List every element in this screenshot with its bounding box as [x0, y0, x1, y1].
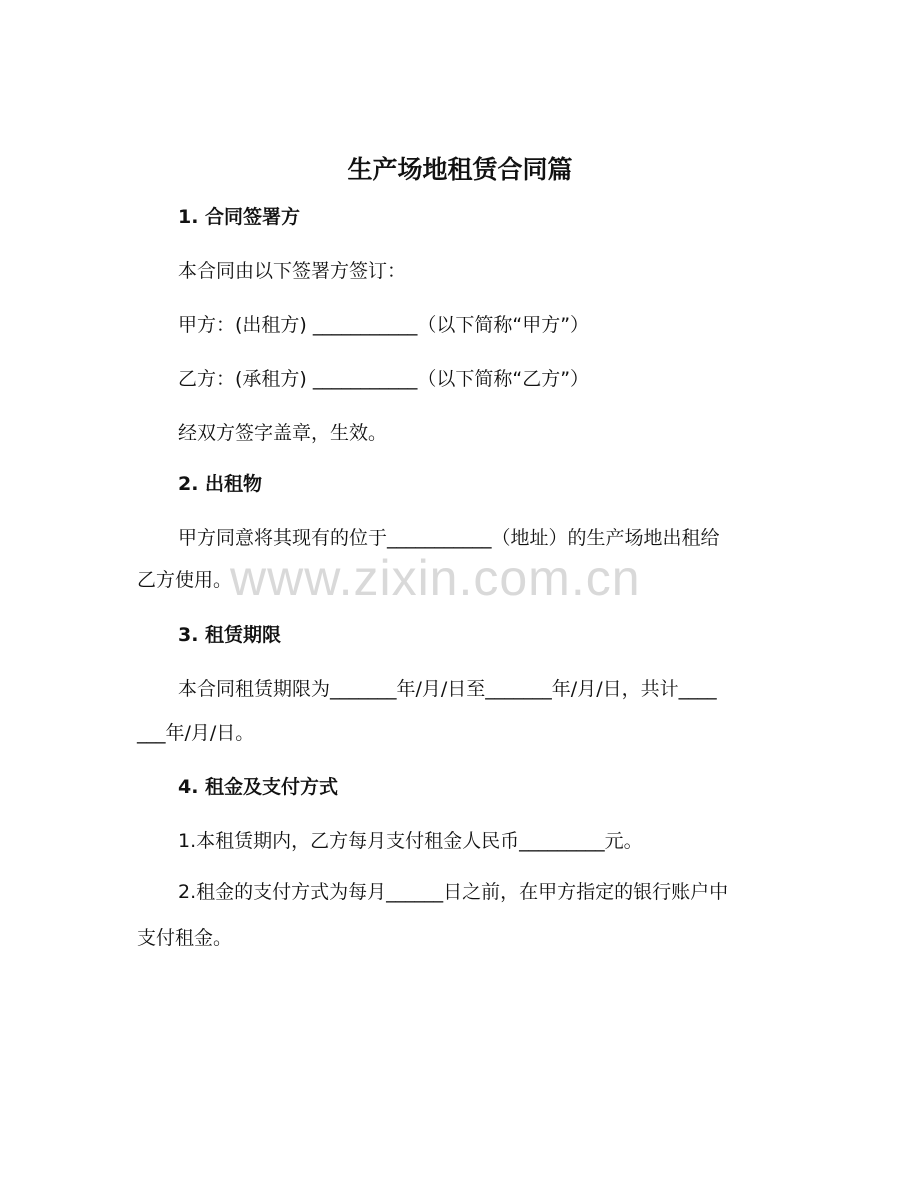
section-heading-leased-property: 2. 出租物 [178, 473, 263, 495]
paragraph-effective: 经双方签字盖章，生效。 [178, 422, 388, 444]
document-title: 生产场地租赁合同篇 [347, 155, 573, 184]
paragraph-party-a: 甲方：(出租方) ___________（以下简称“甲方”） [178, 314, 590, 336]
paragraph-property-line2: 乙方使用。 [137, 569, 233, 591]
section-heading-rent-payment: 4. 租金及支付方式 [178, 776, 339, 798]
section-heading-signatories: 1. 合同签署方 [178, 206, 301, 228]
paragraph-payment-method-line2: 支付租金。 [137, 927, 233, 949]
paragraph-term-line2: ___年/月/日。 [137, 722, 255, 744]
watermark: www.zixin.com.cn [230, 550, 641, 606]
paragraph-payment-method-line1: 2.租金的支付方式为每月______日之前，在甲方指定的银行账户中 [178, 881, 729, 903]
paragraph-term-line1: 本合同租赁期限为_______年/月/日至_______年/月/日，共计____ [178, 678, 717, 700]
paragraph-party-b: 乙方：(承租方) ___________（以下简称“乙方”） [178, 368, 590, 390]
paragraph-signing-intro: 本合同由以下签署方签订： [178, 260, 407, 282]
section-heading-lease-term: 3. 租赁期限 [178, 624, 282, 646]
paragraph-property-line1: 甲方同意将其现有的位于___________（地址）的生产场地出租给 [178, 527, 720, 549]
paragraph-rent-amount: 1.本租赁期内，乙方每月支付租金人民币_________元。 [178, 830, 643, 852]
